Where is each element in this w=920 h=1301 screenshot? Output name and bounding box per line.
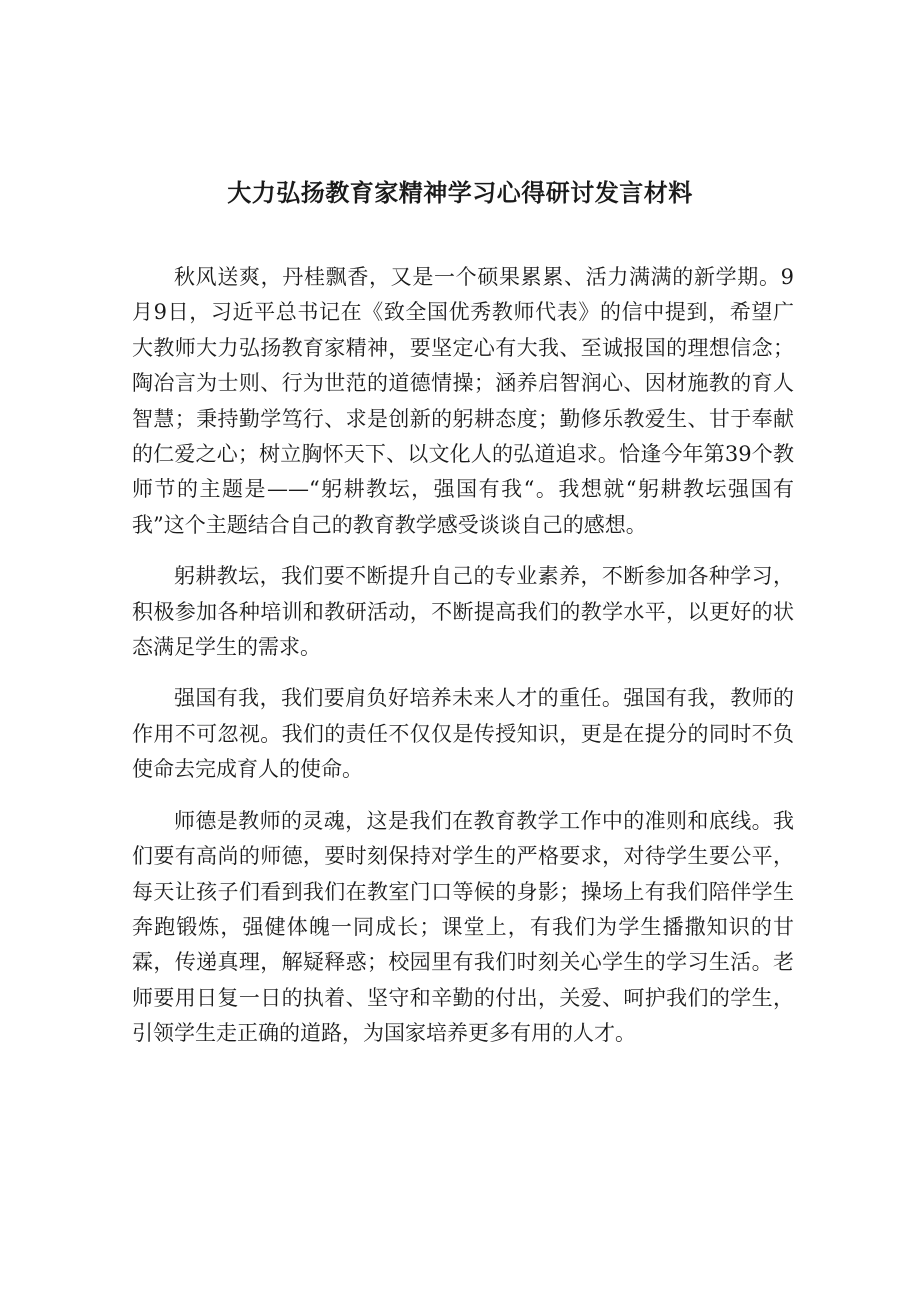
paragraph-intro: 秋风送爽，丹桂飘香，又是一个硕果累累、活力满满的新学期。9月9日，习近平总书记在《致全国优秀教师代表》的信中提到，希望广大教师大力弘扬教育家精神，要坚定心有大我、至诚报国的理想信念；陶冶言为士则、行为世范的道德情操；涵养启智润心、因材施教的育人智慧；秉持勤学笃行、求是创新的躬耕态度；勤修乐教爱生、甘于奉献的仁爱之心；树立胸怀天下、以文化人的弘道追求。恰逢今年第39个教师节的主题是——“躬耕教坛，强国有我“。我想就“躬耕教坛强国有我”这个主题结合自己的教育教学感受谈谈自己的感想。 (132, 265, 794, 537)
document-title: 大力弘扬教育家精神学习心得研讨发言材料 (227, 179, 693, 207)
document-body (132, 260, 794, 1052)
paragraph-nation-building: 强国有我，我们要肩负好培养未来人才的重任。强国有我，教师的作用不可忽视。我们的责任不仅仅是传授知识，更是在提分的同时不负使命去完成育人的使命。 (132, 686, 794, 782)
paragraph-teacher-ethics: 师德是教师的灵魂，这是我们在教育教学工作中的准则和底线。我们要有高尚的师德，要时刻保持对学生的严格要求，对待学生要公平，每天让孩子们看到我们在教室门口等候的身影；操场上有我们陪伴学生奔跑锻炼，强健体魄一同成长；课堂上，有我们为学生播撒知识的甘霖，传递真理，解疑释惑；校园里有我们时刻关心学生的学习生活。老师要用日复一日的执着、坚守和辛勤的付出，关爱、呵护我们的学生，引领学生走正确的道路，为国家培养更多有用的人才。 (132, 808, 794, 1046)
paragraph-professional-growth: 躬耕教坛，我们要不断提升自己的专业素养，不断参加各种学习，积极参加各种培训和教研活动，不断提高我们的教学水平，以更好的状态满足学生的需求。 (132, 564, 794, 660)
